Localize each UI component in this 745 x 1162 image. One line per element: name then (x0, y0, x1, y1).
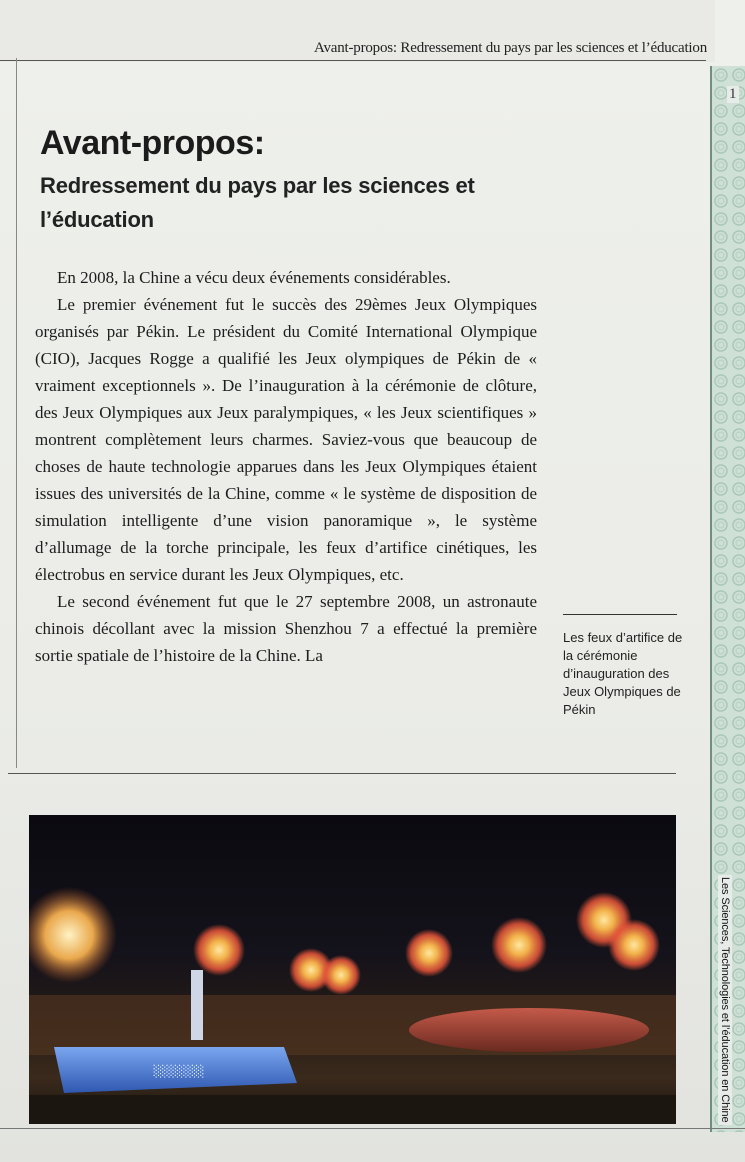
firework-burst (405, 929, 453, 977)
page-title: Avant-propos: (40, 124, 265, 162)
photo-caption: Les feux d’artifice de la cérémonie d’inauguration des Jeux Olympiques de Pékin (563, 630, 683, 717)
paragraph-2: Le premier événement fut le succès des 29èmes Jeux Olympiques organisés par Pékin. Le président du Comité International Olympique (CIO), Jacques Rogge a qualifié les Jeux olympiques de Pékin de « vraiment exceptionnels ». De l’inauguration à la cérémonie de clôture, des Jeux Olympiques aux Jeux paralympiques, « les Jeux scientifiques » montrent complètement leurs charmes. Saviez-vous que beaucoup de choses de haute technologie apparues dans les Jeux Olympiques étaient issues des universités de la Chine, comme « le système de disposition de simulation intelligente d’une vision panoramique », le système d’allumage de la torche principale, les feux d’artifice cinétiques, les électrobus en service durant les Jeux Olympiques, etc. (35, 295, 537, 584)
ground (29, 1095, 676, 1124)
left-margin-rule (16, 58, 17, 768)
bottom-rule (0, 1128, 745, 1129)
running-head: Avant-propos: Redressement du pays par les sciences et l’éducation (313, 40, 707, 56)
page-number: 1 (729, 86, 737, 102)
fireworks-illustration (29, 815, 676, 1124)
body-text (35, 264, 537, 669)
section-rule (8, 773, 676, 774)
paragraph-3: Le second événement fut que le 27 septembre 2008, un astronaute chinois décollant avec la mission Shenzhou 7 a effectué la première sortie spatiale de l’histoire de la Chine. La (35, 592, 537, 665)
header-rule (0, 60, 706, 61)
caption-rule (563, 614, 677, 615)
firework-burst (491, 917, 547, 973)
tower (191, 970, 203, 1040)
firework-burst (321, 955, 361, 995)
page-subtitle: Redressement du pays par les sciences et l’éducation (40, 173, 475, 232)
water-cube-sign: ░░░░░░ (153, 1065, 205, 1078)
firework-burst (29, 887, 117, 983)
fireworks-photo (29, 815, 676, 1124)
firework-burst (608, 919, 660, 971)
vertical-book-title: Les Sciences, Technologies et l’éducation en Chine (719, 877, 731, 1123)
title-block (40, 124, 560, 237)
stadium (409, 1008, 649, 1052)
firework-burst (193, 924, 245, 976)
paragraph-1: En 2008, la Chine a vécu deux événements considérables. (57, 268, 451, 287)
